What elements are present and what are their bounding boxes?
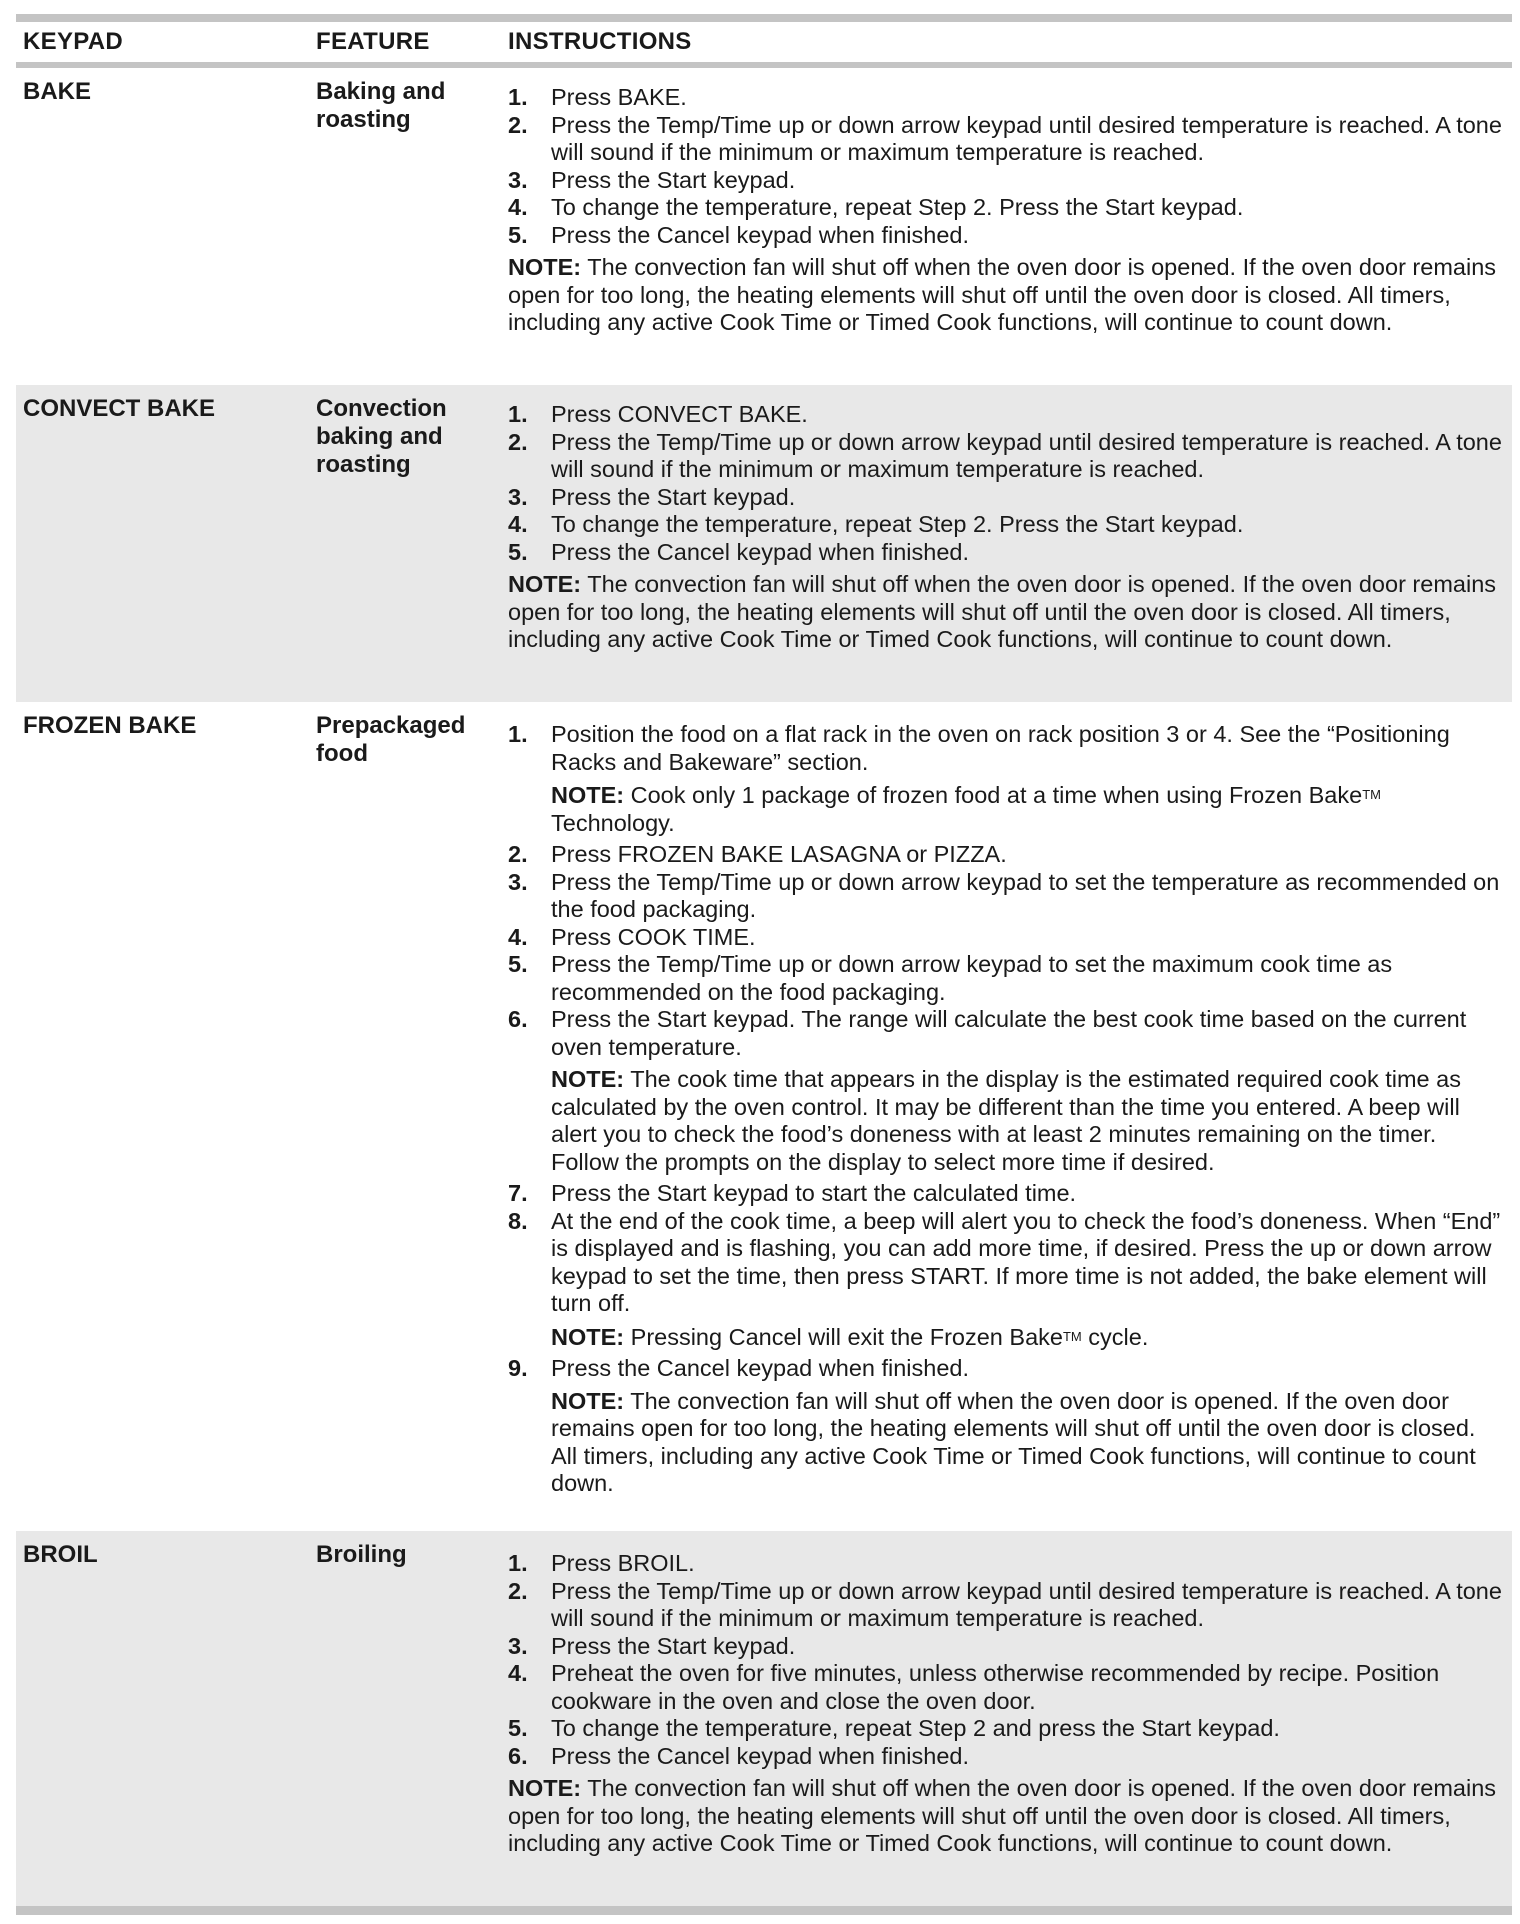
step [508,1550,1506,1578]
step-number: 3. [508,1632,528,1659]
step-number: 3. [508,483,528,510]
note-label: NOTE: [508,254,582,280]
step-note [551,1066,1506,1176]
table-row [16,68,1512,385]
note-text: The convection fan will shut off when the oven door is opened. If the oven door remains open for too long, the heating elements will shut off until the oven door is closed. All timers, including any active Cook Time or Timed Cook functions, will continue to count down. [551,1387,1476,1496]
step-number: 4. [508,1660,528,1686]
step [508,1355,1506,1502]
note-text-end: cycle. [1081,1323,1149,1350]
table-row [16,1531,1512,1906]
step-text: Press the Temp/Time up or down arrow keypad to set the maximum cook time as recommended on the food packaging. [551,951,1393,1005]
step-text: Position the food on a flat rack in the oven on rack position 3 or 4. See the “Positioning Racks and Bakeware” section. [551,721,1450,775]
step-number: 1. [508,1550,528,1576]
instructions [508,1531,1512,1906]
step-number: 4. [508,923,528,950]
step-text: To change the temperature, repeat Step 2 and press the Start keypad. [551,1715,1280,1741]
step-number: 1. [508,721,528,747]
step [508,222,1506,250]
step-list [508,84,1506,249]
step-text: To change the temperature, repeat Step 2. Press the Start keypad. [551,511,1244,537]
step-number: 7. [508,1180,528,1206]
step-text: Press the Cancel keypad when finished. [551,1355,970,1381]
table-row [16,385,1512,702]
step-text: Press the Temp/Time up or down arrow keypad to set the temperature as recommended on the food packaging. [551,868,1500,922]
step-text: To change the temperature, repeat Step 2. Press the Start keypad. [551,194,1244,220]
instructions [508,702,1512,1531]
step [508,429,1506,484]
step-note [551,1388,1506,1498]
instructions [508,385,1512,702]
step [508,721,1506,841]
keypad-name: BROIL [23,1541,98,1568]
step-text: Press BAKE. [551,84,687,110]
step-text: Press the Start keypad. The range will calculate the best cook time based on the current oven temperature. [551,1006,1467,1060]
feature-name: Broiling [316,1541,407,1568]
step-list [508,401,1506,566]
step-number: 1. [508,401,528,427]
step-text: Press the Temp/Time up or down arrow keypad until desired temperature is reached. A tone will sound if the minimum or maximum temperature is reached. [551,1577,1502,1631]
feature-name: Convection baking and roasting [316,395,447,478]
step [508,841,1506,869]
step-text: Press the Cancel keypad when finished. [551,221,970,248]
step [508,1660,1506,1715]
step [508,401,1506,429]
step [508,511,1506,539]
step-number: 2. [508,1577,528,1604]
trademark-symbol: TM [1062,1328,1082,1344]
table-top-rule [16,14,1512,22]
header-feature: FEATURE [316,28,430,55]
step [508,1633,1506,1661]
step [508,1578,1506,1633]
step [508,167,1506,195]
keypad-name: FROZEN BAKE [23,712,197,739]
step-number: 6. [508,1742,528,1769]
step [508,539,1506,567]
step-text: At the end of the cook time, a beep will alert you to check the food’s doneness. When “End” is displayed and is flashing, you can add more time, if desired. Press the up or down arrow keypad to set the time, then press START. If more time is not added, the bake element will turn off. [551,1207,1501,1316]
step [508,1715,1506,1743]
step-number: 8. [508,1207,528,1234]
row-note [508,254,1506,337]
step [508,84,1506,112]
keypad-name: BAKE [23,78,92,105]
step-number: 5. [508,1715,528,1741]
header-instructions: INSTRUCTIONS [508,28,692,55]
step-text: Preheat the oven for five minutes, unless otherwise recommended by recipe. Position cookware in the oven and close the oven door. [551,1660,1440,1714]
step-number: 2. [508,428,528,455]
step-number: 3. [508,868,528,895]
step [508,484,1506,512]
note-text: The cook time that appears in the display is the estimated required cook time as calculated by the oven control. It may be different than the time you entered. A beep will alert you to check the food’s doneness with at least 2 minutes remaining on the timer. Follow the prompts on the display to select more time if desired. [551,1066,1461,1175]
step-number: 5. [508,538,528,565]
step-text: Press CONVECT BAKE. [551,401,808,427]
step-number: 1. [508,84,528,110]
row-note [508,1775,1506,1858]
step-text: Press the Cancel keypad when finished. [551,538,970,565]
step-list [508,1550,1506,1770]
note-text: Pressing Cancel will exit the Frozen Bake [630,1323,1063,1350]
step [508,112,1506,167]
step-text: Press FROZEN BAKE LASAGNA or PIZZA. [551,841,1007,867]
step [508,869,1506,924]
step [508,1006,1506,1180]
feature-name: Prepackaged food [316,712,466,767]
step-number: 5. [508,951,528,977]
step-number: 6. [508,1006,528,1032]
step [508,1743,1506,1771]
step [508,951,1506,1006]
step-number: 2. [508,841,528,867]
step-number: 9. [508,1355,528,1381]
step [508,1208,1506,1356]
note-text-end: Technology. [551,809,675,836]
step-text: Press the Temp/Time up or down arrow keypad until desired temperature is reached. A tone will sound if the minimum or maximum temperature is reached. [551,111,1502,165]
step-note [551,1323,1506,1352]
note-label: NOTE: [551,1323,625,1350]
step-number: 5. [508,221,528,248]
step-text: Press the Cancel keypad when finished. [551,1742,970,1769]
table-bottom-rule [16,1906,1512,1915]
keypad-feature-table [16,14,1512,1915]
step-number: 2. [508,111,528,138]
note-label: NOTE: [551,1387,625,1414]
step-text: Press the Start keypad. [551,483,796,510]
step-note [551,781,1506,837]
note-text: The convection fan will shut off when the oven door is opened. If the oven door remains open for too long, the heating elements will shut off until the oven door is closed. All timers, including any active Cook Time or Timed Cook functions, will continue to count down. [508,571,1497,652]
table-row [16,702,1512,1531]
note-text: The convection fan will shut off when the oven door is opened. If the oven door remains open for too long, the heating elements will shut off until the oven door is closed. All timers, including any active Cook Time or Timed Cook functions, will continue to count down. [508,1775,1497,1856]
table-header [16,22,1512,62]
step-list [508,721,1506,1502]
step [508,1180,1506,1208]
feature-name: Baking and roasting [316,78,446,133]
step-text: Press the Temp/Time up or down arrow keypad until desired temperature is reached. A tone will sound if the minimum or maximum temperature is reached. [551,428,1502,482]
step-text: Press BROIL. [551,1550,695,1576]
keypad-name: CONVECT BAKE [23,395,216,422]
step [508,194,1506,222]
step-text: Press the Start keypad to start the calculated time. [551,1180,1077,1206]
row-note [508,571,1506,654]
trademark-symbol: TM [1362,787,1381,802]
step-number: 4. [508,511,528,537]
step [508,924,1506,952]
note-label: NOTE: [508,1775,582,1801]
step-number: 3. [508,166,528,193]
step-text: Press the Start keypad. [551,166,796,193]
note-text: The convection fan will shut off when the oven door is opened. If the oven door remains open for too long, the heating elements will shut off until the oven door is closed. All timers, including any active Cook Time or Timed Cook functions, will continue to count down. [508,254,1497,335]
note-label: NOTE: [551,782,625,808]
note-label: NOTE: [508,571,582,597]
step-number: 4. [508,194,528,220]
note-text: Cook only 1 package of frozen food at a time when using Frozen Bake [630,782,1363,808]
step-text: Press COOK TIME. [551,923,756,950]
note-label: NOTE: [551,1066,625,1092]
header-keypad: KEYPAD [23,28,124,55]
step-text: Press the Start keypad. [551,1632,796,1659]
instructions [508,68,1512,385]
